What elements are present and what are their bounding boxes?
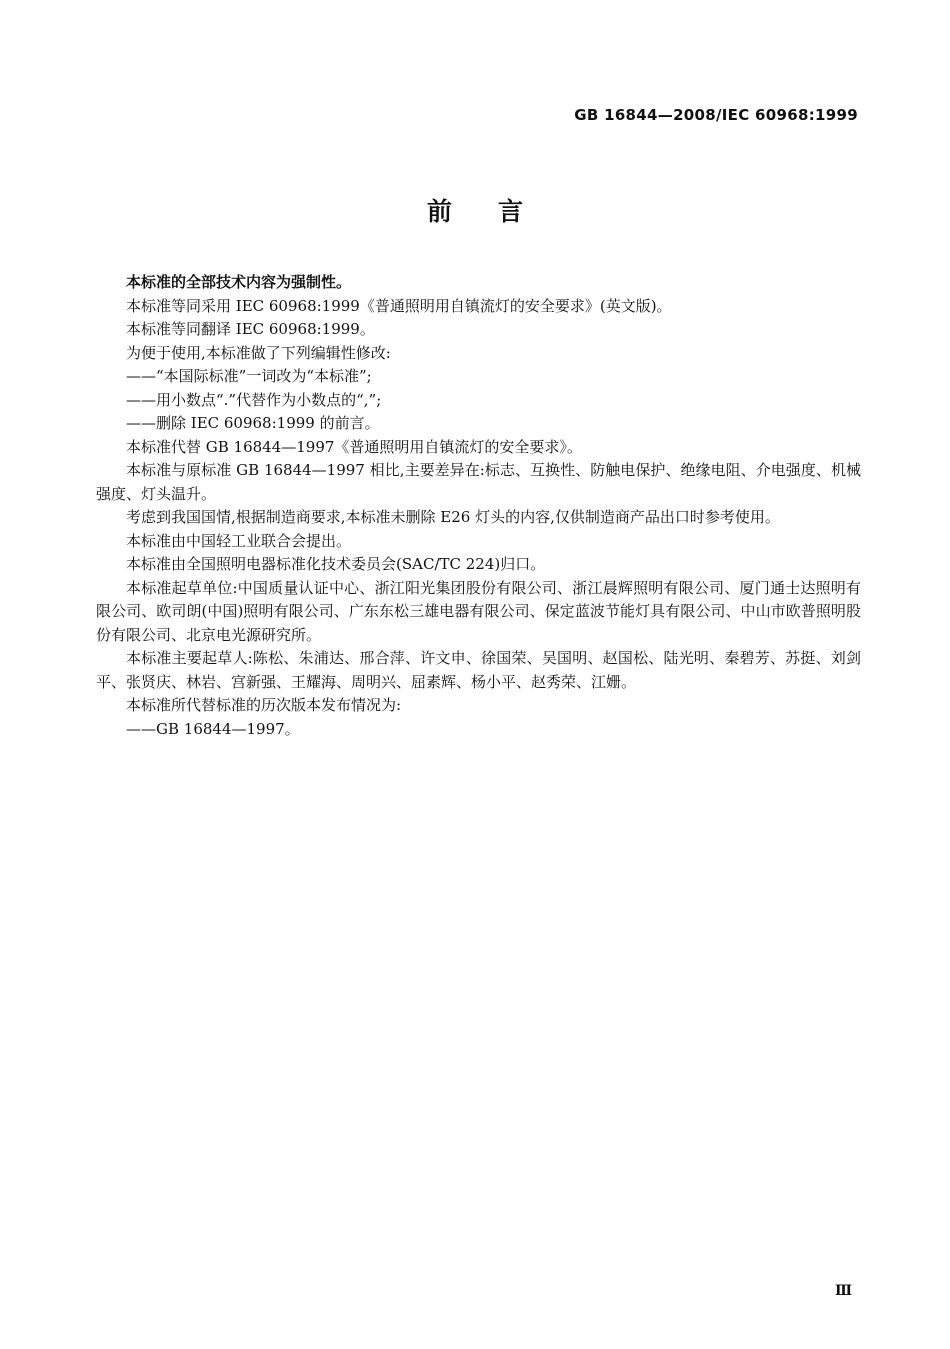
paragraph-edit-item-1: ——“本国际标准”一词改为“本标准”; — [126, 367, 372, 385]
paragraph-mandatory: 本标准的全部技术内容为强制性。 — [126, 273, 352, 291]
paragraph-editorial-intro: 为便于使用,本标准做了下列编辑性修改: — [126, 343, 391, 362]
paragraph-translation: 本标准等同翻译 IEC 60968:1999。 — [126, 320, 375, 338]
paragraph-drafting-units: 本标准起草单位:中国质量认证中心、浙江阳光集团股份有限公司、浙江晨辉照明有限公司、厦门通士达照明有限公司、欧司朗(中国)照明有限公司、广东东松三雄电器有限公司、保定蓝波节能灯具有限公司、中山市欧普照明股份有限公司、北京电光源研究所。 — [96, 578, 861, 644]
standard-code-header: GB 16844—2008/IEC 60968:1999 — [574, 106, 858, 124]
foreword-body — [96, 271, 861, 741]
paragraph-proposed-by: 本标准由中国轻工业联合会提出。 — [126, 531, 352, 550]
paragraph-adoption: 本标准等同采用 IEC 60968:1999《普通照明用自镇流灯的安全要求》(英文版)。 — [126, 296, 672, 315]
paragraph-history-item: ——GB 16844—1997。 — [126, 719, 300, 738]
paragraph-drafters: 本标准主要起草人:陈松、朱浦达、邢合萍、许文申、徐国荣、吴国明、赵国松、陆光明、秦碧芳、苏挺、刘剑平、张贤庆、林岩、宫新强、王耀海、周明兴、屈素辉、杨小平、赵秀荣、江姗。 — [96, 649, 861, 691]
paragraph-edit-item-3: ——删除 IEC 60968:1999 的前言。 — [126, 414, 380, 432]
paragraph-differences: 本标准与原标准 GB 16844—1997 相比,主要差异在:标志、互换性、防触电保护、绝缘电阻、介电强度、机械强度、灯头温升。 — [96, 461, 861, 503]
page-number: Ⅲ — [834, 1283, 852, 1299]
page-title: 前言 — [426, 197, 569, 226]
paragraph-replaces: 本标准代替 GB 16844—1997《普通照明用自镇流灯的安全要求》。 — [126, 437, 582, 456]
paragraph-history-intro: 本标准所代替标准的历次版本发布情况为: — [126, 696, 402, 714]
paragraph-centralized-by: 本标准由全国照明电器标准化技术委员会(SAC/TC 224)归口。 — [126, 555, 546, 573]
paragraph-national-conditions: 考虑到我国国情,根据制造商要求,本标准未删除 E26 灯头的内容,仅供制造商产品出口时参考使用。 — [126, 508, 780, 526]
paragraph-edit-item-2: ——用小数点“.”代替作为小数点的“,”; — [126, 390, 382, 409]
